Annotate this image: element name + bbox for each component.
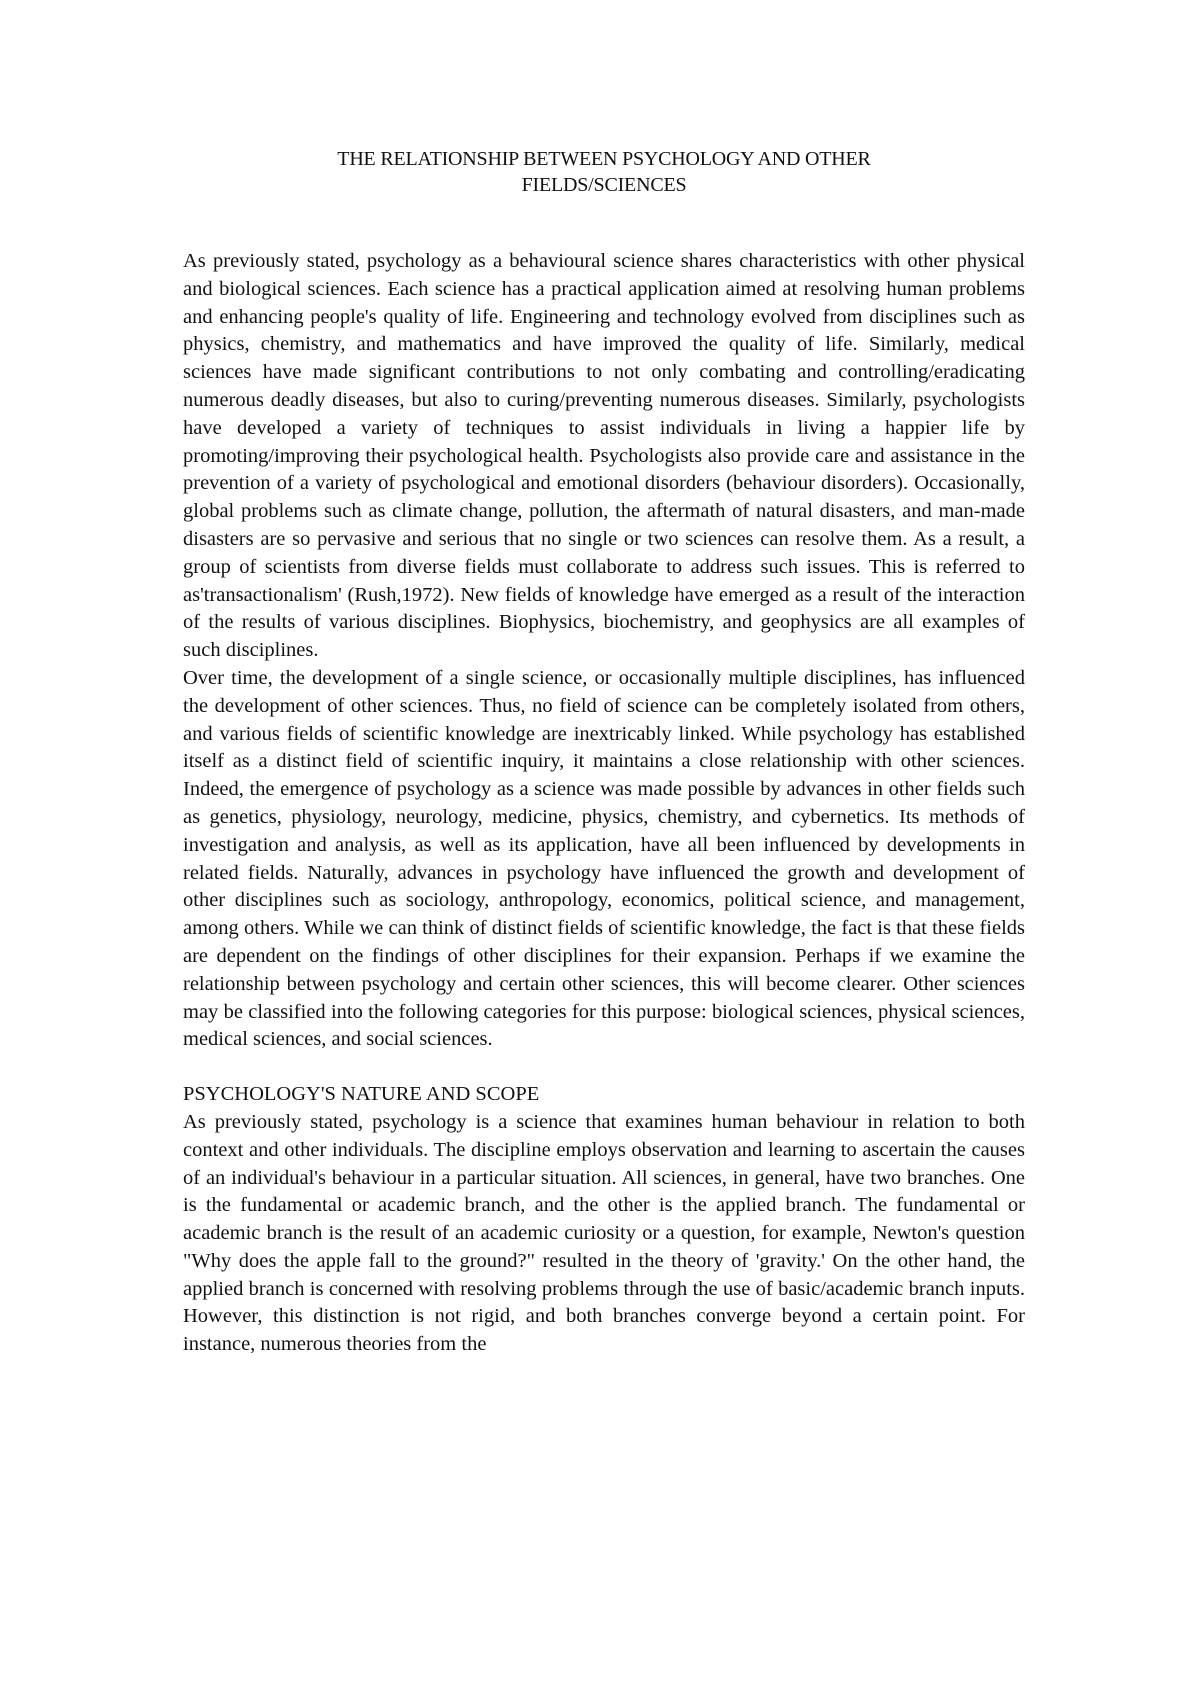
paragraph-2: Over time, the development of a single science, or occasionally multiple disciplines, has influenced the development of other sciences. Thus, no field of science can be completely isolated from others, and various fields of scientific knowledge are inextricably linked. While psychology has established itself as a distinct field of scientific inquiry, it maintains a close relationship with other sciences. Indeed, the emergence of psychology as a science was made possible by advances in other fields such as genetics, physiology, neurology, medicine, physics, chemistry, and cybernetics. Its methods of investigation and analysis, as well as its application, have all been influenced by developments in related fields. Naturally, advances in psychology have influenced the growth and development of other disciplines such as sociology, anthropology, economics, political science, and management, among others. While we can think of distinct fields of scientific knowledge, the fact is that these fields are dependent on the findings of other disciplines for their expansion. Perhaps if we examine the relationship between psychology and certain other sciences, this will become clearer. Other sciences may be classified into the following categories for this purpose: biological sciences, physical sciences, medical sciences, and social sciences. xyxy=(183,666,1025,1051)
section-heading: PSYCHOLOGY'S NATURE AND SCOPE xyxy=(183,1083,540,1106)
title-line-2: FIELDS/SCIENCES xyxy=(521,174,687,196)
document-body xyxy=(183,248,1025,1359)
title-line-1: THE RELATIONSHIP BETWEEN PSYCHOLOGY AND OTHER xyxy=(337,148,871,170)
document-title xyxy=(183,146,1025,198)
paragraph-1: As previously stated, psychology as a behavioural science shares characteristics with other physical and biological sciences. Each science has a practical application aimed at resolving human problems and enhancing people's quality of life. Engineering and technology evolved from disciplines such as physics, chemistry, and mathematics and have improved the quality of life. Similarly, medical sciences have made significant contributions to not only combating and controlling/eradicating numerous deadly diseases, but also to curing/preventing numerous diseases. Similarly, psychologists have developed a variety of techniques to assist individuals in living a happier life by promoting/improving their psychological health. Psychologists also provide care and assistance in the prevention of a variety of psychological and emotional disorders (behaviour disorders). Occasionally, global problems such as climate change, pollution, the aftermath of natural disasters, and man-made disasters are so pervasive and serious that no single or two sciences can resolve them. As a result, a group of scientists from diverse fields must collaborate to address such issues. This is referred to as'transactionalism' (Rush,1972). New fields of knowledge have emerged as a result of the interaction of the results of various disciplines. Biophysics, biochemistry, and geophysics are all examples of such disciplines. xyxy=(183,250,1025,662)
section-paragraph: As previously stated, psychology is a science that examines human behaviour in relation to both context and other individuals. The discipline employs observation and learning to ascertain the causes of an individual's behaviour in a particular situation. All sciences, in general, have two branches. One is the fundamental or academic branch, and the other is the applied branch. The fundamental or academic branch is the result of an academic curiosity or a question, for example, Newton's question "Why does the apple fall to the ground?" resulted in the theory of 'gravity.' On the other hand, the applied branch is concerned with resolving problems through the use of basic/academic branch inputs. However, this distinction is not rigid, and both branches converge beyond a certain point. For instance, numerous theories from the xyxy=(183,1110,1025,1356)
document-page xyxy=(183,146,1025,1359)
